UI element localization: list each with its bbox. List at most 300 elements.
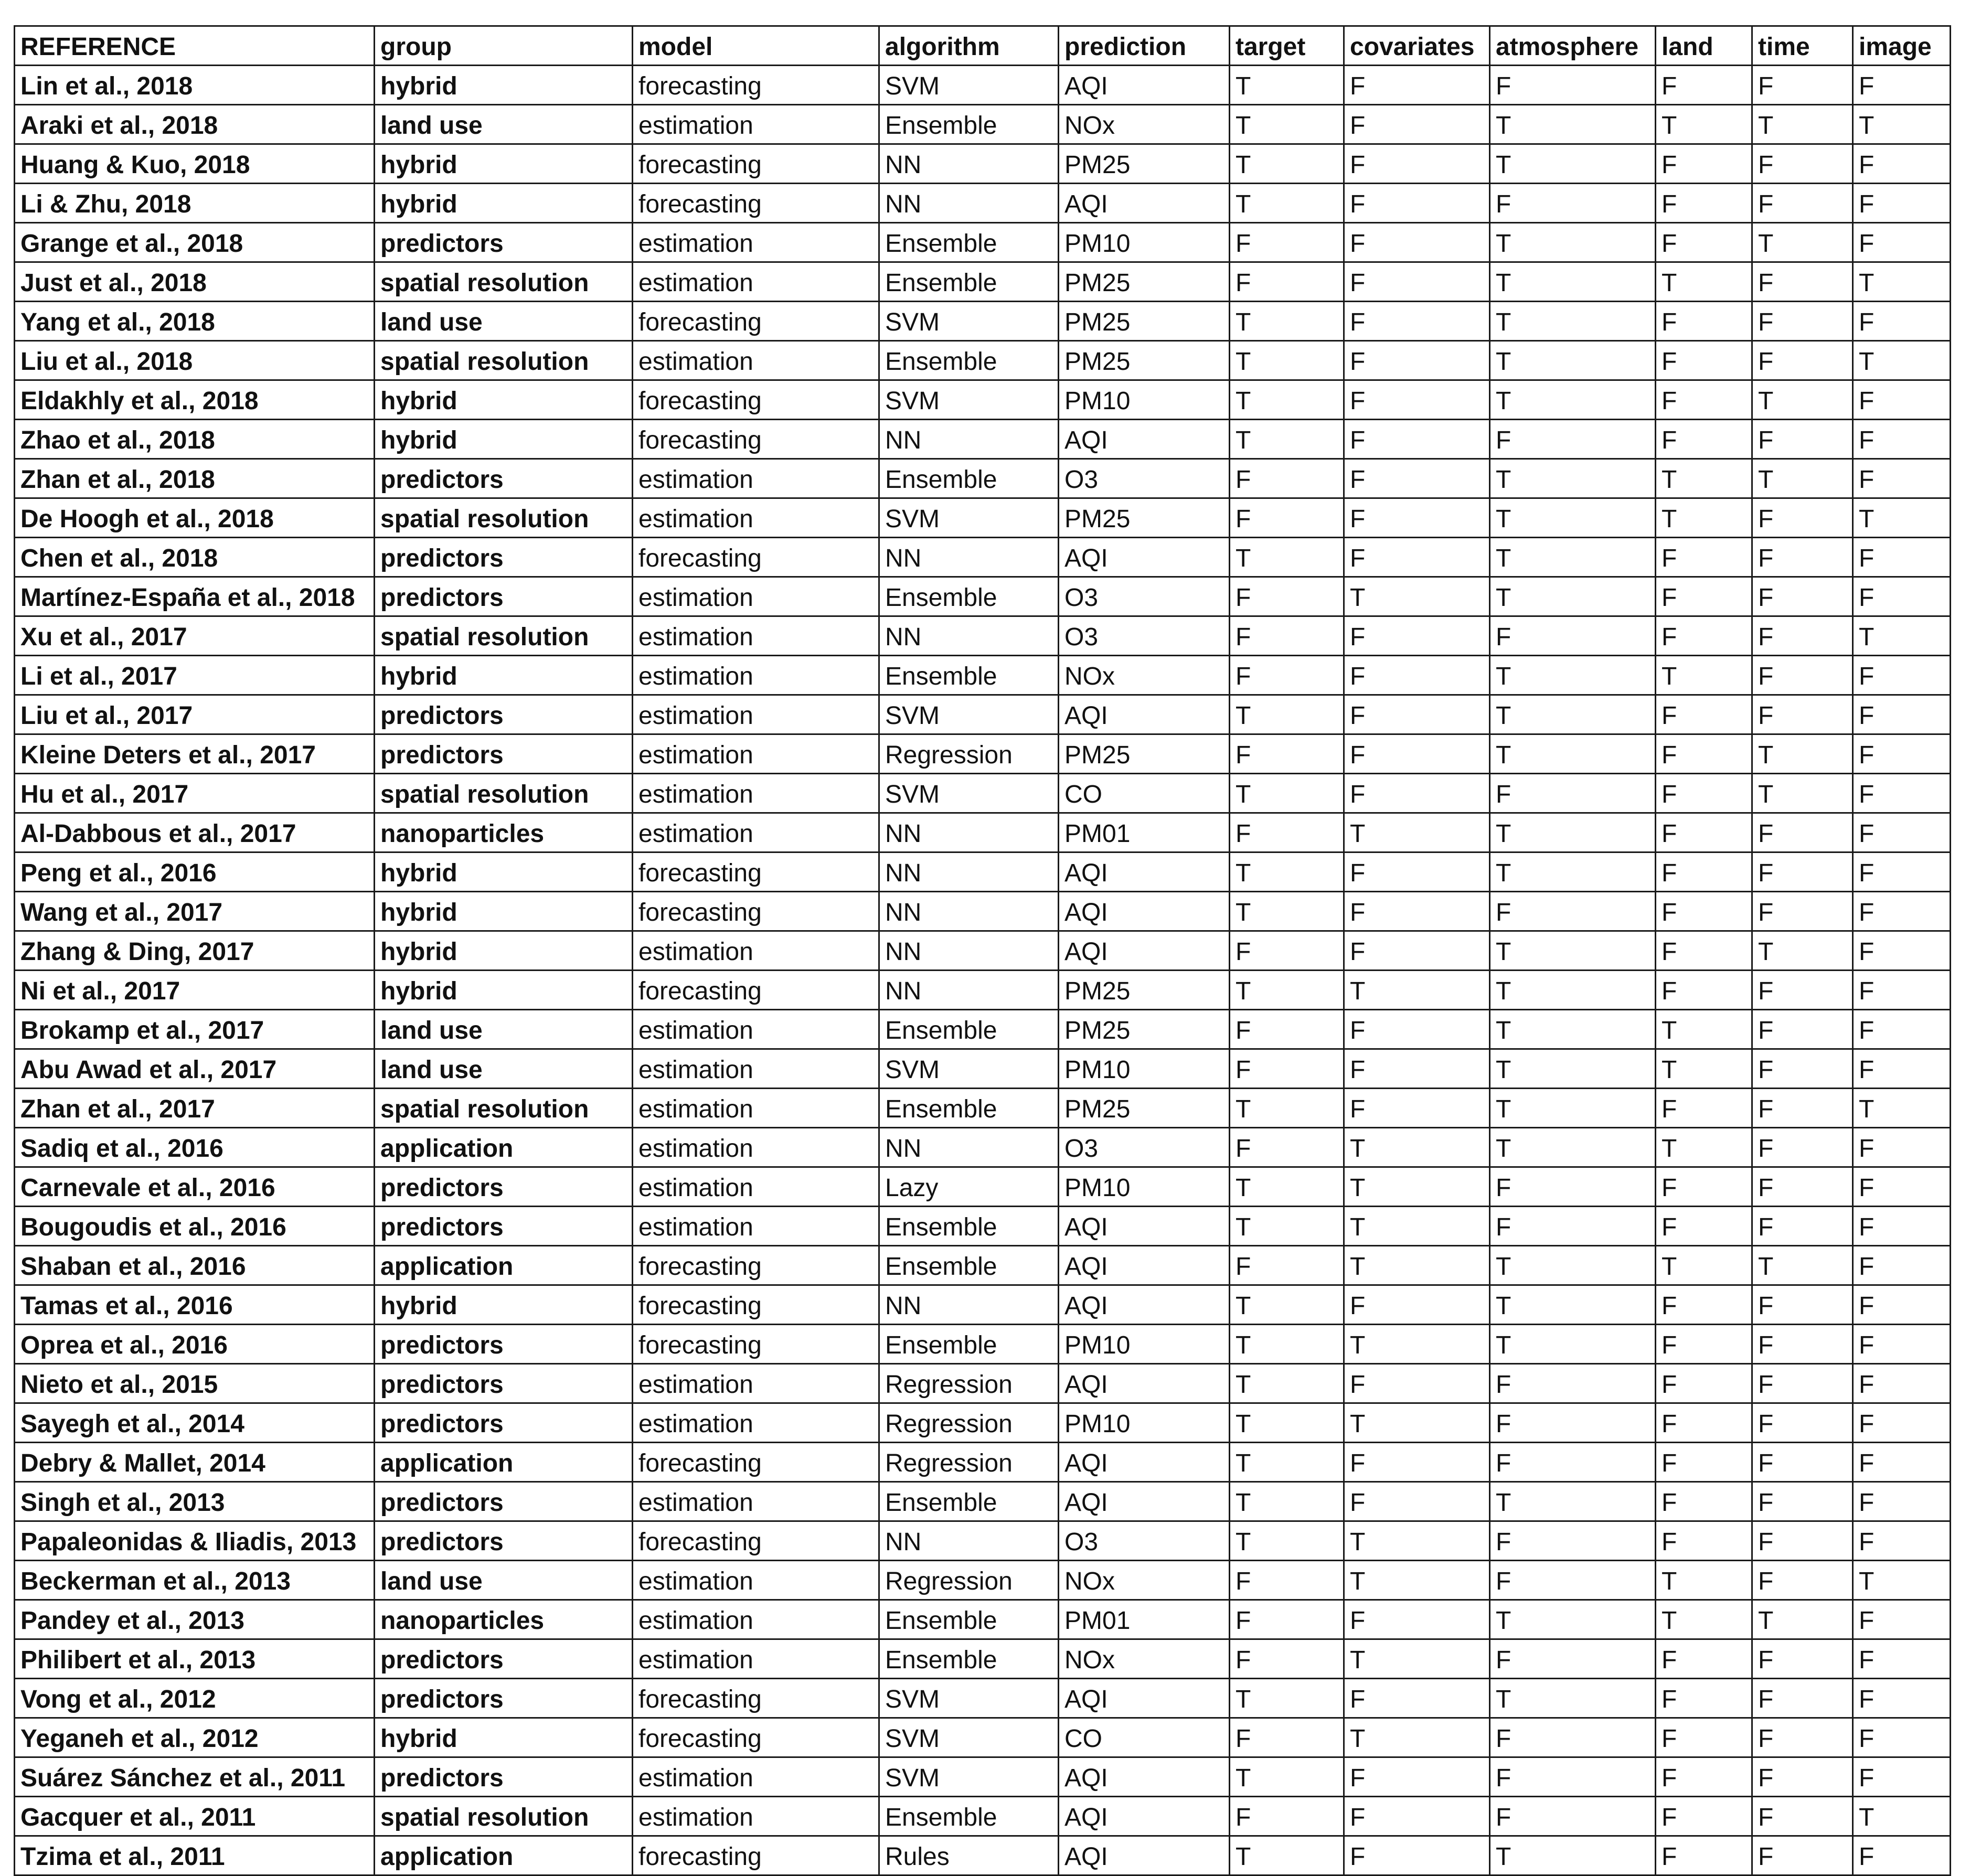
cell-time: F bbox=[1752, 341, 1853, 380]
cell-algorithm: NN bbox=[879, 813, 1059, 852]
table-row bbox=[15, 1325, 1951, 1364]
cell-algorithm: SVM bbox=[879, 1679, 1059, 1718]
cell-land: F bbox=[1656, 616, 1752, 656]
cell-algorithm: Ensemble bbox=[879, 1482, 1059, 1521]
cell-target: T bbox=[1230, 1403, 1344, 1443]
cell-group: predictors bbox=[375, 1521, 633, 1561]
cell-land: F bbox=[1656, 695, 1752, 734]
cell-atmosphere: T bbox=[1490, 144, 1656, 184]
cell-time: F bbox=[1752, 1403, 1853, 1443]
cell-target: T bbox=[1230, 1836, 1344, 1875]
cell-algorithm: NN bbox=[879, 971, 1059, 1010]
cell-covariates: F bbox=[1344, 1482, 1490, 1521]
table-row bbox=[15, 1128, 1951, 1167]
cell-model: estimation bbox=[633, 1639, 879, 1679]
cell-model: forecasting bbox=[633, 66, 879, 105]
cell-image: F bbox=[1853, 1246, 1951, 1285]
cell-prediction: AQI bbox=[1059, 695, 1230, 734]
cell-algorithm: Regression bbox=[879, 1403, 1059, 1443]
cell-prediction: AQI bbox=[1059, 1757, 1230, 1797]
cell-algorithm: Ensemble bbox=[879, 1089, 1059, 1128]
cell-target: F bbox=[1230, 1010, 1344, 1049]
cell-image: F bbox=[1853, 184, 1951, 223]
cell-group: spatial resolution bbox=[375, 341, 633, 380]
cell-prediction: PM10 bbox=[1059, 1403, 1230, 1443]
table-row bbox=[15, 1521, 1951, 1561]
cell-prediction: PM25 bbox=[1059, 302, 1230, 341]
cell-land: F bbox=[1656, 774, 1752, 813]
cell-algorithm: Ensemble bbox=[879, 1010, 1059, 1049]
cell-group: predictors bbox=[375, 734, 633, 774]
cell-model: estimation bbox=[633, 223, 879, 262]
cell-model: estimation bbox=[633, 931, 879, 971]
cell-image: T bbox=[1853, 262, 1951, 302]
cell-model: estimation bbox=[633, 695, 879, 734]
cell-group: predictors bbox=[375, 1325, 633, 1364]
cell-group: hybrid bbox=[375, 1285, 633, 1325]
cell-prediction: AQI bbox=[1059, 1285, 1230, 1325]
cell-land: T bbox=[1656, 262, 1752, 302]
cell-model: forecasting bbox=[633, 1246, 879, 1285]
cell-covariates: T bbox=[1344, 971, 1490, 1010]
cell-prediction: O3 bbox=[1059, 1128, 1230, 1167]
cell-land: F bbox=[1656, 1521, 1752, 1561]
cell-atmosphere: F bbox=[1490, 1718, 1656, 1757]
table-row bbox=[15, 1639, 1951, 1679]
cell-target: F bbox=[1230, 931, 1344, 971]
cell-reference: Sayegh et al., 2014 bbox=[15, 1403, 375, 1443]
cell-algorithm: Lazy bbox=[879, 1167, 1059, 1207]
table-row bbox=[15, 1561, 1951, 1600]
cell-covariates: F bbox=[1344, 892, 1490, 931]
cell-model: estimation bbox=[633, 1757, 879, 1797]
cell-image: T bbox=[1853, 1561, 1951, 1600]
cell-covariates: F bbox=[1344, 66, 1490, 105]
table-row bbox=[15, 223, 1951, 262]
cell-land: T bbox=[1656, 1561, 1752, 1600]
cell-time: F bbox=[1752, 1679, 1853, 1718]
cell-prediction: PM10 bbox=[1059, 1325, 1230, 1364]
cell-prediction: AQI bbox=[1059, 852, 1230, 892]
cell-atmosphere: F bbox=[1490, 1403, 1656, 1443]
table-row bbox=[15, 813, 1951, 852]
cell-prediction: CO bbox=[1059, 1718, 1230, 1757]
cell-time: T bbox=[1752, 380, 1853, 420]
table-row bbox=[15, 1797, 1951, 1836]
cell-time: F bbox=[1752, 971, 1853, 1010]
cell-group: hybrid bbox=[375, 66, 633, 105]
cell-reference: Beckerman et al., 2013 bbox=[15, 1561, 375, 1600]
cell-time: F bbox=[1752, 1718, 1853, 1757]
cell-target: F bbox=[1230, 223, 1344, 262]
cell-time: F bbox=[1752, 577, 1853, 616]
cell-model: forecasting bbox=[633, 1718, 879, 1757]
table-row bbox=[15, 144, 1951, 184]
cell-reference: Li et al., 2017 bbox=[15, 656, 375, 695]
cell-land: F bbox=[1656, 1757, 1752, 1797]
cell-land: F bbox=[1656, 223, 1752, 262]
cell-model: estimation bbox=[633, 1403, 879, 1443]
cell-atmosphere: F bbox=[1490, 184, 1656, 223]
cell-land: F bbox=[1656, 420, 1752, 459]
cell-group: application bbox=[375, 1128, 633, 1167]
cell-reference: Shaban et al., 2016 bbox=[15, 1246, 375, 1285]
cell-atmosphere: F bbox=[1490, 1797, 1656, 1836]
cell-reference: Grange et al., 2018 bbox=[15, 223, 375, 262]
cell-atmosphere: T bbox=[1490, 1246, 1656, 1285]
cell-model: forecasting bbox=[633, 380, 879, 420]
cell-time: F bbox=[1752, 302, 1853, 341]
cell-covariates: F bbox=[1344, 1679, 1490, 1718]
cell-target: T bbox=[1230, 1325, 1344, 1364]
cell-model: forecasting bbox=[633, 184, 879, 223]
cell-model: estimation bbox=[633, 459, 879, 498]
cell-group: spatial resolution bbox=[375, 1089, 633, 1128]
cell-target: T bbox=[1230, 144, 1344, 184]
cell-algorithm: NN bbox=[879, 1128, 1059, 1167]
cell-image: T bbox=[1853, 616, 1951, 656]
cell-target: T bbox=[1230, 1207, 1344, 1246]
cell-reference: Huang & Kuo, 2018 bbox=[15, 144, 375, 184]
cell-covariates: F bbox=[1344, 302, 1490, 341]
cell-algorithm: Regression bbox=[879, 1443, 1059, 1482]
cell-reference: Martínez-España et al., 2018 bbox=[15, 577, 375, 616]
cell-atmosphere: T bbox=[1490, 1089, 1656, 1128]
header-atmosphere: atmosphere bbox=[1490, 26, 1656, 66]
cell-algorithm: Regression bbox=[879, 1561, 1059, 1600]
cell-land: T bbox=[1656, 656, 1752, 695]
cell-model: estimation bbox=[633, 616, 879, 656]
cell-time: F bbox=[1752, 66, 1853, 105]
header-target: target bbox=[1230, 26, 1344, 66]
cell-time: F bbox=[1752, 1443, 1853, 1482]
cell-time: F bbox=[1752, 813, 1853, 852]
cell-prediction: AQI bbox=[1059, 892, 1230, 931]
cell-atmosphere: T bbox=[1490, 1482, 1656, 1521]
cell-reference: Papaleonidas & Iliadis, 2013 bbox=[15, 1521, 375, 1561]
cell-covariates: F bbox=[1344, 459, 1490, 498]
cell-reference: Peng et al., 2016 bbox=[15, 852, 375, 892]
cell-image: F bbox=[1853, 302, 1951, 341]
table-row bbox=[15, 1757, 1951, 1797]
cell-target: F bbox=[1230, 1718, 1344, 1757]
table-row bbox=[15, 1089, 1951, 1128]
cell-covariates: T bbox=[1344, 1246, 1490, 1285]
cell-time: F bbox=[1752, 144, 1853, 184]
cell-time: F bbox=[1752, 1128, 1853, 1167]
header-group: group bbox=[375, 26, 633, 66]
cell-algorithm: Ensemble bbox=[879, 262, 1059, 302]
cell-algorithm: NN bbox=[879, 931, 1059, 971]
cell-time: F bbox=[1752, 1089, 1853, 1128]
cell-reference: Chen et al., 2018 bbox=[15, 538, 375, 577]
cell-target: F bbox=[1230, 1600, 1344, 1639]
cell-prediction: AQI bbox=[1059, 1207, 1230, 1246]
cell-prediction: O3 bbox=[1059, 459, 1230, 498]
cell-land: F bbox=[1656, 66, 1752, 105]
table-row bbox=[15, 1285, 1951, 1325]
table-row bbox=[15, 656, 1951, 695]
cell-time: T bbox=[1752, 1246, 1853, 1285]
cell-reference: Vong et al., 2012 bbox=[15, 1679, 375, 1718]
cell-land: F bbox=[1656, 184, 1752, 223]
cell-land: F bbox=[1656, 538, 1752, 577]
cell-land: T bbox=[1656, 498, 1752, 538]
cell-land: T bbox=[1656, 1600, 1752, 1639]
header-algorithm: algorithm bbox=[879, 26, 1059, 66]
cell-land: F bbox=[1656, 971, 1752, 1010]
cell-atmosphere: F bbox=[1490, 1561, 1656, 1600]
cell-image: F bbox=[1853, 852, 1951, 892]
cell-time: F bbox=[1752, 262, 1853, 302]
cell-target: T bbox=[1230, 1757, 1344, 1797]
cell-land: F bbox=[1656, 813, 1752, 852]
cell-covariates: T bbox=[1344, 1521, 1490, 1561]
cell-algorithm: SVM bbox=[879, 302, 1059, 341]
cell-atmosphere: F bbox=[1490, 1639, 1656, 1679]
cell-atmosphere: F bbox=[1490, 1167, 1656, 1207]
cell-land: T bbox=[1656, 1246, 1752, 1285]
cell-time: F bbox=[1752, 1482, 1853, 1521]
cell-model: estimation bbox=[633, 1561, 879, 1600]
cell-atmosphere: F bbox=[1490, 892, 1656, 931]
cell-target: T bbox=[1230, 774, 1344, 813]
table-row bbox=[15, 302, 1951, 341]
cell-covariates: F bbox=[1344, 105, 1490, 144]
cell-model: forecasting bbox=[633, 302, 879, 341]
cell-atmosphere: F bbox=[1490, 1757, 1656, 1797]
cell-group: hybrid bbox=[375, 420, 633, 459]
cell-image: F bbox=[1853, 734, 1951, 774]
cell-land: T bbox=[1656, 1128, 1752, 1167]
cell-atmosphere: T bbox=[1490, 971, 1656, 1010]
header-row bbox=[15, 26, 1951, 66]
cell-atmosphere: T bbox=[1490, 931, 1656, 971]
cell-prediction: PM25 bbox=[1059, 1010, 1230, 1049]
cell-atmosphere: T bbox=[1490, 852, 1656, 892]
cell-prediction: AQI bbox=[1059, 1836, 1230, 1875]
cell-covariates: F bbox=[1344, 616, 1490, 656]
cell-algorithm: Ensemble bbox=[879, 1600, 1059, 1639]
cell-time: F bbox=[1752, 1757, 1853, 1797]
cell-prediction: NOx bbox=[1059, 105, 1230, 144]
cell-land: F bbox=[1656, 1639, 1752, 1679]
cell-image: F bbox=[1853, 1679, 1951, 1718]
cell-land: T bbox=[1656, 1049, 1752, 1089]
cell-atmosphere: T bbox=[1490, 341, 1656, 380]
cell-image: F bbox=[1853, 538, 1951, 577]
cell-algorithm: Ensemble bbox=[879, 577, 1059, 616]
cell-image: F bbox=[1853, 1443, 1951, 1482]
cell-algorithm: SVM bbox=[879, 1757, 1059, 1797]
header-model: model bbox=[633, 26, 879, 66]
table-row bbox=[15, 1443, 1951, 1482]
cell-land: F bbox=[1656, 380, 1752, 420]
cell-image: F bbox=[1853, 1836, 1951, 1875]
cell-model: forecasting bbox=[633, 1521, 879, 1561]
cell-algorithm: Ensemble bbox=[879, 105, 1059, 144]
cell-prediction: PM10 bbox=[1059, 1049, 1230, 1089]
cell-atmosphere: T bbox=[1490, 302, 1656, 341]
cell-target: F bbox=[1230, 813, 1344, 852]
cell-atmosphere: T bbox=[1490, 538, 1656, 577]
cell-algorithm: Ensemble bbox=[879, 1207, 1059, 1246]
cell-atmosphere: T bbox=[1490, 262, 1656, 302]
header-time: time bbox=[1752, 26, 1853, 66]
cell-target: T bbox=[1230, 184, 1344, 223]
cell-reference: Al-Dabbous et al., 2017 bbox=[15, 813, 375, 852]
cell-model: estimation bbox=[633, 1797, 879, 1836]
table-row bbox=[15, 380, 1951, 420]
cell-image: T bbox=[1853, 498, 1951, 538]
table-row bbox=[15, 498, 1951, 538]
cell-target: T bbox=[1230, 1364, 1344, 1403]
cell-group: predictors bbox=[375, 223, 633, 262]
cell-image: F bbox=[1853, 420, 1951, 459]
cell-target: F bbox=[1230, 734, 1344, 774]
cell-algorithm: Ensemble bbox=[879, 459, 1059, 498]
cell-target: T bbox=[1230, 971, 1344, 1010]
cell-image: F bbox=[1853, 1757, 1951, 1797]
cell-atmosphere: F bbox=[1490, 1364, 1656, 1403]
cell-land: F bbox=[1656, 1836, 1752, 1875]
cell-group: spatial resolution bbox=[375, 498, 633, 538]
cell-reference: Lin et al., 2018 bbox=[15, 66, 375, 105]
cell-land: T bbox=[1656, 105, 1752, 144]
cell-covariates: T bbox=[1344, 1167, 1490, 1207]
cell-atmosphere: T bbox=[1490, 734, 1656, 774]
cell-covariates: F bbox=[1344, 1797, 1490, 1836]
cell-prediction: AQI bbox=[1059, 1246, 1230, 1285]
cell-prediction: PM25 bbox=[1059, 971, 1230, 1010]
cell-group: hybrid bbox=[375, 931, 633, 971]
cell-model: estimation bbox=[633, 1364, 879, 1403]
cell-reference: De Hoogh et al., 2018 bbox=[15, 498, 375, 538]
cell-prediction: AQI bbox=[1059, 1443, 1230, 1482]
cell-group: predictors bbox=[375, 1482, 633, 1521]
cell-reference: Yang et al., 2018 bbox=[15, 302, 375, 341]
cell-prediction: PM25 bbox=[1059, 1089, 1230, 1128]
cell-target: F bbox=[1230, 1797, 1344, 1836]
cell-time: F bbox=[1752, 1639, 1853, 1679]
table-row bbox=[15, 734, 1951, 774]
cell-covariates: F bbox=[1344, 1836, 1490, 1875]
table-row bbox=[15, 66, 1951, 105]
cell-group: predictors bbox=[375, 538, 633, 577]
table-row bbox=[15, 852, 1951, 892]
cell-atmosphere: T bbox=[1490, 498, 1656, 538]
cell-model: forecasting bbox=[633, 852, 879, 892]
cell-model: estimation bbox=[633, 498, 879, 538]
table-row bbox=[15, 1246, 1951, 1285]
cell-covariates: F bbox=[1344, 1757, 1490, 1797]
cell-algorithm: NN bbox=[879, 1285, 1059, 1325]
cell-prediction: AQI bbox=[1059, 420, 1230, 459]
cell-time: F bbox=[1752, 184, 1853, 223]
cell-algorithm: Regression bbox=[879, 734, 1059, 774]
table-row bbox=[15, 420, 1951, 459]
cell-reference: Suárez Sánchez et al., 2011 bbox=[15, 1757, 375, 1797]
cell-target: T bbox=[1230, 105, 1344, 144]
cell-atmosphere: T bbox=[1490, 1049, 1656, 1089]
cell-prediction: PM10 bbox=[1059, 1167, 1230, 1207]
cell-time: T bbox=[1752, 1600, 1853, 1639]
cell-model: estimation bbox=[633, 1600, 879, 1639]
cell-group: predictors bbox=[375, 1167, 633, 1207]
cell-image: T bbox=[1853, 1797, 1951, 1836]
cell-prediction: NOx bbox=[1059, 1639, 1230, 1679]
cell-prediction: PM25 bbox=[1059, 262, 1230, 302]
cell-atmosphere: T bbox=[1490, 656, 1656, 695]
cell-group: land use bbox=[375, 1049, 633, 1089]
table-row bbox=[15, 459, 1951, 498]
cell-reference: Sadiq et al., 2016 bbox=[15, 1128, 375, 1167]
cell-model: estimation bbox=[633, 1089, 879, 1128]
cell-land: F bbox=[1656, 1403, 1752, 1443]
cell-image: F bbox=[1853, 1364, 1951, 1403]
cell-algorithm: Ensemble bbox=[879, 1325, 1059, 1364]
cell-model: forecasting bbox=[633, 144, 879, 184]
cell-group: application bbox=[375, 1836, 633, 1875]
cell-reference: Nieto et al., 2015 bbox=[15, 1364, 375, 1403]
cell-reference: Li & Zhu, 2018 bbox=[15, 184, 375, 223]
cell-group: land use bbox=[375, 105, 633, 144]
cell-algorithm: NN bbox=[879, 1521, 1059, 1561]
cell-image: F bbox=[1853, 1049, 1951, 1089]
cell-prediction: NOx bbox=[1059, 656, 1230, 695]
cell-group: predictors bbox=[375, 577, 633, 616]
cell-image: F bbox=[1853, 1167, 1951, 1207]
cell-group: hybrid bbox=[375, 892, 633, 931]
cell-covariates: F bbox=[1344, 341, 1490, 380]
cell-model: estimation bbox=[633, 774, 879, 813]
cell-group: land use bbox=[375, 302, 633, 341]
cell-model: estimation bbox=[633, 1482, 879, 1521]
cell-reference: Ni et al., 2017 bbox=[15, 971, 375, 1010]
cell-land: F bbox=[1656, 1797, 1752, 1836]
cell-land: F bbox=[1656, 852, 1752, 892]
cell-prediction: O3 bbox=[1059, 616, 1230, 656]
cell-prediction: PM10 bbox=[1059, 380, 1230, 420]
cell-target: F bbox=[1230, 1639, 1344, 1679]
cell-prediction: PM25 bbox=[1059, 498, 1230, 538]
cell-algorithm: Rules bbox=[879, 1836, 1059, 1875]
cell-land: F bbox=[1656, 892, 1752, 931]
cell-image: F bbox=[1853, 1128, 1951, 1167]
table-row bbox=[15, 1679, 1951, 1718]
cell-prediction: AQI bbox=[1059, 1364, 1230, 1403]
cell-reference: Bougoudis et al., 2016 bbox=[15, 1207, 375, 1246]
cell-covariates: F bbox=[1344, 1443, 1490, 1482]
cell-target: T bbox=[1230, 1679, 1344, 1718]
cell-prediction: AQI bbox=[1059, 66, 1230, 105]
literature-table bbox=[14, 25, 1951, 1876]
cell-group: spatial resolution bbox=[375, 1797, 633, 1836]
cell-group: land use bbox=[375, 1010, 633, 1049]
cell-covariates: F bbox=[1344, 1089, 1490, 1128]
cell-algorithm: Ensemble bbox=[879, 1639, 1059, 1679]
cell-atmosphere: T bbox=[1490, 1600, 1656, 1639]
cell-reference: Zhan et al., 2017 bbox=[15, 1089, 375, 1128]
cell-reference: Just et al., 2018 bbox=[15, 262, 375, 302]
cell-atmosphere: T bbox=[1490, 577, 1656, 616]
table-row bbox=[15, 1403, 1951, 1443]
cell-reference: Philibert et al., 2013 bbox=[15, 1639, 375, 1679]
table-row bbox=[15, 538, 1951, 577]
cell-group: application bbox=[375, 1246, 633, 1285]
cell-model: forecasting bbox=[633, 1836, 879, 1875]
cell-prediction: AQI bbox=[1059, 1679, 1230, 1718]
